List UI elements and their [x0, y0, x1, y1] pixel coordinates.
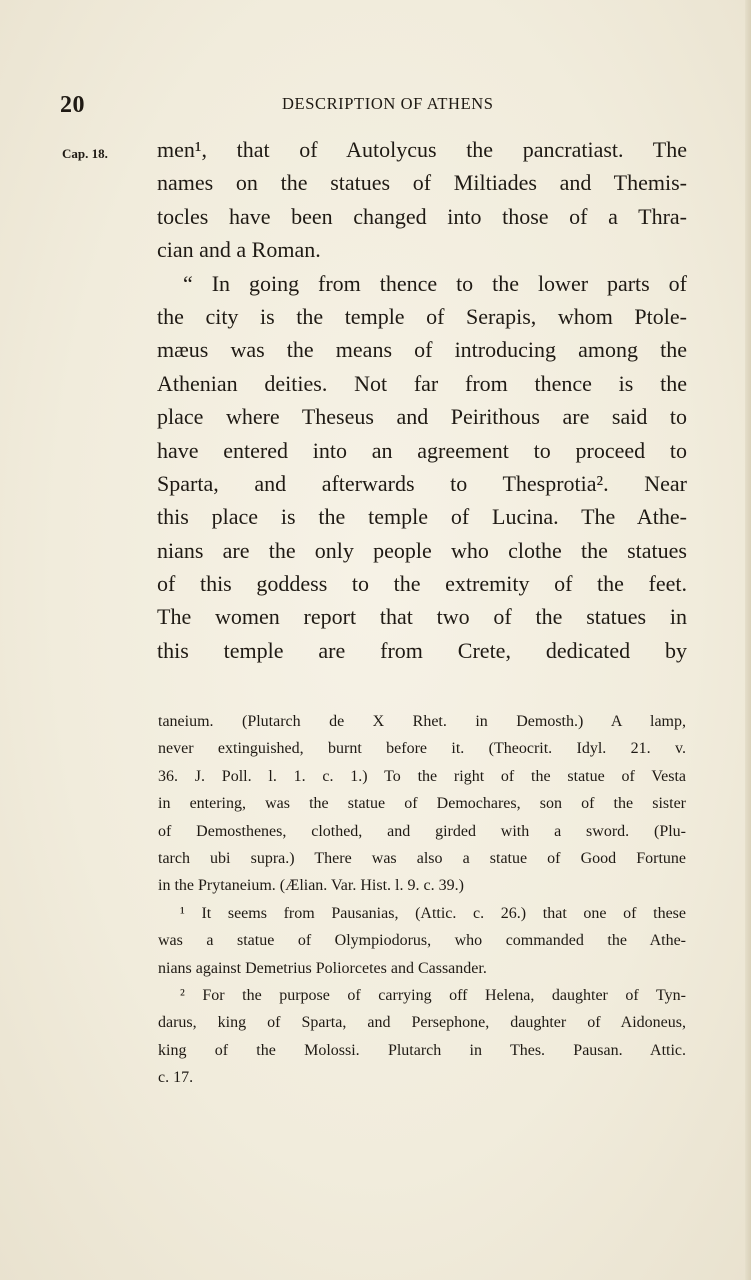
main-text [157, 133, 687, 667]
text-line: mæus was the means of introducing among the [157, 337, 687, 363]
footnote-line: taneium. (Plutarch de X Rhet. in Demosth.) A lamp, [158, 713, 686, 730]
footnote-line: c. 17. [158, 1069, 194, 1087]
text-line: Athenian deities. Not far from thence is the [157, 370, 687, 396]
text-line: The women report that two of the statues in [157, 604, 687, 630]
footnote-line: never extinguished, burnt before it. (Theocrit. Idyl. 21. v. [158, 740, 686, 758]
page-number: 20 [60, 92, 85, 118]
text-line: men¹, that of Autolycus the pancratiast. The [157, 137, 687, 162]
text-line: “ In going from thence to the lower parts of [183, 270, 687, 296]
footnote-line: in the Prytaneium. (Ælian. Var. Hist. l. 9. c. 39.) [158, 877, 464, 895]
footnote-line: in entering, was the statue of Demochares, son of the sister [158, 795, 686, 813]
footnote-line: darus, king of Sparta, and Persephone, daughter of Aidoneus, [158, 1014, 686, 1032]
text-line: nians are the only people who clothe the statues [157, 537, 687, 563]
running-head: DESCRIPTION OF ATHENS [282, 94, 494, 113]
footnote-line: nians against Demetrius Poliorcetes and Cassander. [158, 959, 487, 977]
footnote-line: of Demosthenes, clothed, and girded with a sword. (Plu- [158, 822, 686, 840]
text-line: the city is the temple of Serapis, whom Ptole- [157, 303, 687, 329]
text-line: of this goddess to the extremity of the feet. [157, 571, 687, 597]
text-line: have entered into an agreement to proceed to [157, 437, 687, 463]
footnote-line: ¹ It seems from Pausanias, (Attic. c. 26.) that one of these [180, 904, 686, 922]
footnote-line: 36. J. Poll. l. 1. c. 1.) To the right of the statue of Vesta [158, 767, 686, 785]
text-line: cian and a Roman. [157, 237, 321, 263]
footnote-line: tarch ubi supra.) There was also a statue of Good Fortune [158, 849, 686, 867]
footnote-line: was a statue of Olympiodorus, who commanded the Athe- [158, 932, 686, 950]
text-line: this temple are from Crete, dedicated by [157, 637, 687, 663]
footnote-line: king of the Molossi. Plutarch in Thes. Pausan. Attic. [158, 1041, 686, 1059]
text-line: place where Theseus and Peirithous are said to [157, 404, 687, 430]
text-line: Sparta, and afterwards to Thesprotia². Near [157, 470, 687, 496]
text-line: this place is the temple of Lucina. The Athe- [157, 504, 687, 530]
text-line: tocles have been changed into those of a Thra- [157, 203, 687, 229]
footnotes [158, 708, 686, 1091]
text-line: names on the statues of Miltiades and Themis- [157, 170, 687, 196]
page-edge [745, 0, 751, 1280]
footnote-line: ² For the purpose of carrying off Helena, daughter of Tyn- [180, 986, 686, 1004]
margin-note: Cap. 18. [62, 146, 108, 161]
